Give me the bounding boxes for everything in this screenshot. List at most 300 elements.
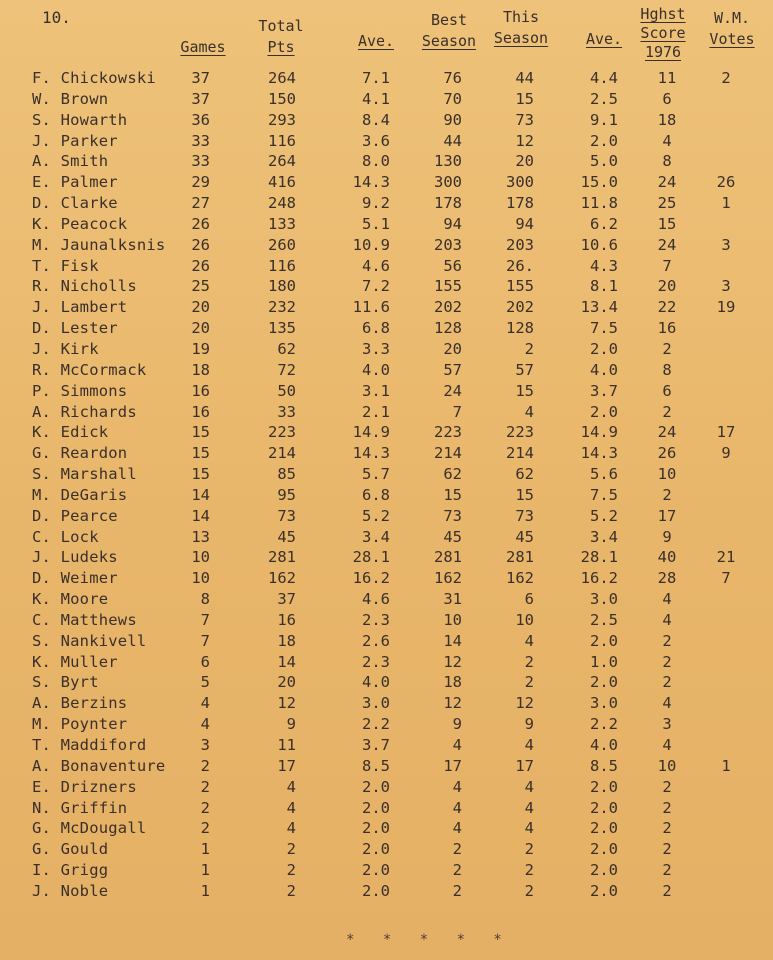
table-row [0, 799, 773, 820]
player-name-cell: S. Byrt [32, 673, 99, 692]
best-season-cell: 4 [452, 777, 462, 796]
best-season-cell: 17 [443, 756, 462, 775]
total-pts-cell: 135 [268, 319, 296, 338]
header-total-pts [246, 16, 316, 58]
best-season-cell: 214 [434, 444, 462, 463]
player-name-cell: J. Noble [32, 881, 109, 900]
table-row [0, 173, 773, 194]
player-name-cell: S. Howarth [32, 110, 128, 129]
games-cell: 26 [191, 214, 210, 233]
player-name-cell: K. Peacock [32, 214, 128, 233]
average-cell: 5.1 [362, 214, 390, 233]
average-cell: 2.3 [362, 610, 390, 629]
average-cell: 11.6 [352, 298, 390, 317]
player-name-cell: E. Drizners [32, 777, 137, 796]
total-pts-cell: 72 [277, 360, 296, 379]
season-average-cell: 2.0 [590, 881, 618, 900]
player-name-cell: T. Fisk [32, 256, 99, 275]
season-average-cell: 10.6 [580, 235, 618, 254]
average-cell: 6.8 [362, 485, 390, 504]
games-cell: 20 [191, 319, 210, 338]
best-season-cell: 178 [434, 194, 462, 213]
total-pts-cell: 2 [286, 840, 296, 859]
table-row [0, 444, 773, 465]
games-cell: 18 [191, 360, 210, 379]
table-row [0, 111, 773, 132]
this-season-cell: 162 [506, 569, 534, 588]
this-season-cell: 12 [515, 131, 534, 150]
total-pts-cell: 62 [277, 339, 296, 358]
player-name-cell: C. Lock [32, 527, 99, 546]
total-pts-cell: 4 [286, 819, 296, 838]
best-season-cell: 223 [434, 423, 462, 442]
player-name-cell: I. Grigg [32, 861, 109, 880]
table-row [0, 507, 773, 528]
games-cell: 14 [191, 485, 210, 504]
this-season-cell: 4 [524, 631, 534, 650]
player-name-cell: D. Clarke [32, 194, 118, 213]
table-row [0, 819, 773, 840]
wm-votes-cell: 19 [716, 298, 736, 317]
games-cell: 15 [191, 444, 210, 463]
wm-votes-cell: 2 [721, 69, 731, 87]
total-pts-cell: 214 [268, 444, 296, 463]
best-season-cell: 45 [443, 527, 462, 546]
highest-score-cell: 4 [662, 131, 672, 150]
header-best-season-line2: Season [421, 32, 477, 50]
highest-score-cell: 4 [662, 610, 672, 629]
header-this-season-line1: This [502, 8, 540, 26]
table-row [0, 132, 773, 153]
games-cell: 6 [200, 652, 210, 671]
highest-score-cell: 17 [657, 506, 677, 525]
highest-score-cell: 2 [662, 819, 672, 838]
total-pts-cell: 232 [268, 298, 296, 317]
this-season-cell: 15 [515, 485, 534, 504]
player-name-cell: M. DeGaris [32, 485, 128, 504]
player-name-cell: S. Marshall [32, 465, 137, 484]
season-average-cell: 2.0 [590, 798, 618, 817]
season-average-cell: 1.0 [590, 652, 618, 671]
player-name-cell: A. Richards [32, 402, 137, 421]
player-name-cell: A. Bonaventure [32, 756, 166, 775]
highest-score-cell: 2 [662, 881, 672, 900]
total-pts-cell: 11 [277, 736, 296, 754]
games-cell: 4 [200, 715, 210, 734]
highest-score-cell: 2 [662, 631, 672, 650]
player-name-cell: M. Jaunalksnis [32, 235, 166, 254]
total-pts-cell: 281 [268, 548, 296, 567]
games-cell: 2 [200, 777, 210, 796]
best-season-cell: 70 [443, 89, 462, 108]
header-highest-score-line2: Score [640, 24, 686, 42]
total-pts-cell: 12 [277, 694, 296, 713]
season-average-cell: 6.2 [590, 214, 618, 233]
season-average-cell: 3.4 [590, 527, 618, 546]
highest-score-cell: 2 [662, 673, 672, 692]
highest-score-cell: 10 [657, 756, 677, 775]
games-cell: 19 [191, 339, 210, 358]
player-name-cell: A. Smith [32, 152, 109, 171]
table-row [0, 277, 773, 298]
games-cell: 33 [191, 152, 210, 171]
player-name-cell: D. Lester [32, 319, 118, 338]
games-cell: 29 [191, 173, 210, 192]
this-season-cell: 202 [506, 298, 534, 317]
table-row [0, 528, 773, 549]
table-row [0, 298, 773, 319]
this-season-cell: 44 [515, 69, 534, 87]
average-cell: 2.0 [362, 881, 390, 900]
season-average-cell: 2.0 [590, 840, 618, 859]
season-average-cell: 2.0 [590, 131, 618, 150]
footer-stars: * * * * * [346, 932, 512, 948]
best-season-cell: 10 [443, 610, 462, 629]
wm-votes-cell: 3 [721, 277, 731, 296]
total-pts-cell: 116 [268, 131, 296, 150]
player-name-cell: F. Chickowski [32, 69, 156, 87]
total-pts-cell: 2 [286, 881, 296, 900]
header-best-season [414, 10, 484, 52]
total-pts-cell: 264 [268, 69, 296, 87]
games-cell: 26 [191, 256, 210, 275]
total-pts-cell: 18 [277, 631, 296, 650]
player-name-cell: M. Poynter [32, 715, 128, 734]
average-cell: 8.5 [362, 756, 390, 775]
table-row [0, 736, 773, 757]
season-average-cell: 2.5 [590, 89, 618, 108]
highest-score-cell: 10 [657, 465, 677, 484]
this-season-cell: 15 [515, 381, 534, 400]
season-average-cell: 14.3 [580, 444, 618, 463]
games-cell: 15 [191, 423, 210, 442]
season-average-cell: 4.0 [590, 360, 618, 379]
season-average-cell: 8.5 [590, 756, 618, 775]
average-cell: 2.0 [362, 777, 390, 796]
best-season-cell: 202 [434, 298, 462, 317]
games-cell: 10 [191, 569, 210, 588]
header-highest-score-line3: 1976 [644, 43, 682, 61]
best-season-cell: 2 [452, 881, 462, 900]
total-pts-cell: 2 [286, 861, 296, 880]
best-season-cell: 18 [443, 673, 462, 692]
best-season-cell: 4 [452, 819, 462, 838]
table-row [0, 236, 773, 257]
this-season-cell: 4 [524, 777, 534, 796]
player-name-cell: K. Edick [32, 423, 109, 442]
highest-score-cell: 22 [657, 298, 677, 317]
games-cell: 7 [200, 610, 210, 629]
this-season-cell: 2 [524, 840, 534, 859]
highest-score-cell: 9 [662, 527, 672, 546]
header-best-season-line1: Best [430, 11, 468, 29]
table-row [0, 194, 773, 215]
highest-score-cell: 4 [662, 590, 672, 609]
best-season-cell: 130 [434, 152, 462, 171]
this-season-cell: 2 [524, 339, 534, 358]
season-average-cell: 7.5 [590, 319, 618, 338]
season-average-cell: 2.5 [590, 610, 618, 629]
this-season-cell: 178 [506, 194, 534, 213]
this-season-cell: 4 [524, 402, 534, 421]
this-season-cell: 203 [506, 235, 534, 254]
this-season-cell: 300 [506, 173, 534, 192]
wm-votes-cell: 3 [721, 235, 731, 254]
games-cell: 37 [191, 89, 210, 108]
table-row [0, 152, 773, 173]
best-season-cell: 15 [443, 485, 462, 504]
this-season-cell: 4 [524, 736, 534, 754]
average-cell: 4.0 [362, 360, 390, 379]
average-cell: 7.2 [362, 277, 390, 296]
season-average-cell: 14.9 [580, 423, 618, 442]
games-cell: 5 [200, 673, 210, 692]
season-average-cell: 4.0 [590, 736, 618, 754]
highest-score-cell: 2 [662, 777, 672, 796]
table-row [0, 69, 773, 90]
highest-score-cell: 4 [662, 736, 672, 754]
best-season-cell: 203 [434, 235, 462, 254]
player-name-cell: D. Pearce [32, 506, 118, 525]
games-cell: 14 [191, 506, 210, 525]
player-name-cell: G. Reardon [32, 444, 128, 463]
table-row [0, 548, 773, 569]
table-row [0, 840, 773, 861]
table-row [0, 715, 773, 736]
this-season-cell: 2 [524, 652, 534, 671]
season-average-cell: 2.0 [590, 631, 618, 650]
total-pts-cell: 16 [277, 610, 296, 629]
player-name-cell: P. Simmons [32, 381, 128, 400]
player-name-cell: K. Moore [32, 590, 109, 609]
header-ave2-label: Ave. [585, 30, 623, 48]
total-pts-cell: 33 [277, 402, 296, 421]
player-name-cell: J. Parker [32, 131, 118, 150]
this-season-cell: 94 [515, 214, 534, 233]
best-season-cell: 44 [443, 131, 462, 150]
player-name-cell: K. Muller [32, 652, 118, 671]
highest-score-cell: 6 [662, 381, 672, 400]
highest-score-cell: 24 [657, 235, 677, 254]
best-season-cell: 128 [434, 319, 462, 338]
best-season-cell: 12 [443, 652, 462, 671]
average-cell: 2.3 [362, 652, 390, 671]
average-cell: 16.2 [352, 569, 390, 588]
average-cell: 14.3 [352, 173, 390, 192]
highest-score-cell: 40 [657, 548, 677, 567]
this-season-cell: 73 [515, 110, 534, 129]
table-row [0, 569, 773, 590]
highest-score-cell: 18 [657, 110, 677, 129]
season-average-cell: 15.0 [580, 173, 618, 192]
average-cell: 6.8 [362, 319, 390, 338]
table-row [0, 611, 773, 632]
games-cell: 26 [191, 235, 210, 254]
this-season-cell: 20 [515, 152, 534, 171]
total-pts-cell: 37 [277, 590, 296, 609]
this-season-cell: 2 [524, 861, 534, 880]
highest-score-cell: 3 [662, 715, 672, 734]
season-average-cell: 16.2 [580, 569, 618, 588]
season-average-cell: 3.0 [590, 590, 618, 609]
total-pts-cell: 17 [277, 756, 296, 775]
best-season-cell: 2 [452, 840, 462, 859]
player-name-cell: G. McDougall [32, 819, 147, 838]
games-cell: 16 [191, 402, 210, 421]
this-season-cell: 214 [506, 444, 534, 463]
wm-votes-cell: 1 [721, 194, 731, 213]
best-season-cell: 73 [443, 506, 462, 525]
average-cell: 2.0 [362, 819, 390, 838]
season-average-cell: 5.0 [590, 152, 618, 171]
this-season-cell: 12 [515, 694, 534, 713]
average-cell: 3.1 [362, 381, 390, 400]
average-cell: 2.6 [362, 631, 390, 650]
best-season-cell: 4 [452, 736, 462, 754]
season-average-cell: 2.0 [590, 861, 618, 880]
player-name-cell: J. Ludeks [32, 548, 118, 567]
average-cell: 8.4 [362, 110, 390, 129]
this-season-cell: 223 [506, 423, 534, 442]
total-pts-cell: 95 [277, 485, 296, 504]
header-ave-label: Ave. [357, 32, 395, 50]
header-ave2 [576, 29, 632, 50]
header-wm-votes [700, 8, 764, 50]
total-pts-cell: 260 [268, 235, 296, 254]
season-average-cell: 13.4 [580, 298, 618, 317]
season-average-cell: 2.0 [590, 402, 618, 421]
table-row [0, 653, 773, 674]
header-wm-votes-line2: Votes [709, 30, 755, 48]
season-average-cell: 3.0 [590, 694, 618, 713]
this-season-cell: 10 [515, 610, 534, 629]
average-cell: 14.3 [352, 444, 390, 463]
this-season-cell: 26. [506, 256, 534, 275]
games-cell: 1 [200, 861, 210, 880]
average-cell: 5.2 [362, 506, 390, 525]
highest-score-cell: 2 [662, 402, 672, 421]
season-average-cell: 3.7 [590, 381, 618, 400]
games-cell: 37 [191, 69, 210, 87]
games-cell: 33 [191, 131, 210, 150]
highest-score-cell: 2 [662, 861, 672, 880]
header-total-pts-line1: Total [258, 17, 304, 35]
best-season-cell: 300 [434, 173, 462, 192]
this-season-cell: 4 [524, 819, 534, 838]
header-highest-score [630, 5, 696, 62]
season-average-cell: 9.1 [590, 110, 618, 129]
season-average-cell: 5.2 [590, 506, 618, 525]
total-pts-cell: 293 [268, 110, 296, 129]
season-average-cell: 11.8 [580, 194, 618, 213]
table-row [0, 632, 773, 653]
games-cell: 10 [191, 548, 210, 567]
average-cell: 2.0 [362, 840, 390, 859]
total-pts-cell: 4 [286, 798, 296, 817]
games-cell: 27 [191, 194, 210, 213]
season-average-cell: 2.0 [590, 819, 618, 838]
total-pts-cell: 180 [268, 277, 296, 296]
season-average-cell: 2.2 [590, 715, 618, 734]
header-games [168, 37, 238, 58]
best-season-cell: 12 [443, 694, 462, 713]
player-stats-table [0, 69, 773, 903]
games-cell: 20 [191, 298, 210, 317]
best-season-cell: 31 [443, 590, 462, 609]
table-row [0, 257, 773, 278]
total-pts-cell: 14 [277, 652, 296, 671]
table-row [0, 382, 773, 403]
average-cell: 3.0 [362, 694, 390, 713]
best-season-cell: 20 [443, 339, 462, 358]
average-cell: 14.9 [352, 423, 390, 442]
season-average-cell: 7.5 [590, 485, 618, 504]
season-average-cell: 4.4 [590, 69, 618, 87]
games-cell: 25 [191, 277, 210, 296]
this-season-cell: 9 [524, 715, 534, 734]
this-season-cell: 45 [515, 527, 534, 546]
average-cell: 7.1 [362, 69, 390, 87]
best-season-cell: 281 [434, 548, 462, 567]
average-cell: 8.0 [362, 152, 390, 171]
best-season-cell: 4 [452, 798, 462, 817]
games-cell: 4 [200, 694, 210, 713]
table-row [0, 861, 773, 882]
total-pts-cell: 50 [277, 381, 296, 400]
player-name-cell: A. Berzins [32, 694, 128, 713]
player-name-cell: W. Brown [32, 89, 109, 108]
average-cell: 4.6 [362, 256, 390, 275]
total-pts-cell: 133 [268, 214, 296, 233]
table-row [0, 465, 773, 486]
total-pts-cell: 150 [268, 89, 296, 108]
games-cell: 13 [191, 527, 210, 546]
header-total-pts-line2: Pts [267, 38, 295, 56]
best-season-cell: 90 [443, 110, 462, 129]
total-pts-cell: 4 [286, 777, 296, 796]
header-this-season [486, 7, 556, 49]
this-season-cell: 6 [524, 590, 534, 609]
best-season-cell: 56 [443, 256, 462, 275]
highest-score-cell: 20 [657, 277, 677, 296]
table-row [0, 423, 773, 444]
total-pts-cell: 116 [268, 256, 296, 275]
highest-score-cell: 2 [662, 339, 672, 358]
this-season-cell: 128 [506, 319, 534, 338]
player-name-cell: T. Maddiford [32, 736, 147, 754]
wm-votes-cell: 7 [721, 569, 731, 588]
highest-score-cell: 8 [662, 152, 672, 171]
highest-score-cell: 26 [657, 444, 677, 463]
highest-score-cell: 25 [657, 194, 677, 213]
header-this-season-line2: Season [493, 29, 549, 47]
wm-votes-cell: 17 [716, 423, 736, 442]
best-season-cell: 2 [452, 861, 462, 880]
table-row [0, 486, 773, 507]
table-row [0, 694, 773, 715]
average-cell: 5.7 [362, 465, 390, 484]
total-pts-cell: 223 [268, 423, 296, 442]
games-cell: 8 [200, 590, 210, 609]
table-row [0, 361, 773, 382]
player-name-cell: N. Griffin [32, 798, 128, 817]
this-season-cell: 57 [515, 360, 534, 379]
average-cell: 4.0 [362, 673, 390, 692]
best-season-cell: 162 [434, 569, 462, 588]
best-season-cell: 7 [452, 402, 462, 421]
season-average-cell: 2.0 [590, 673, 618, 692]
highest-score-cell: 2 [662, 840, 672, 859]
